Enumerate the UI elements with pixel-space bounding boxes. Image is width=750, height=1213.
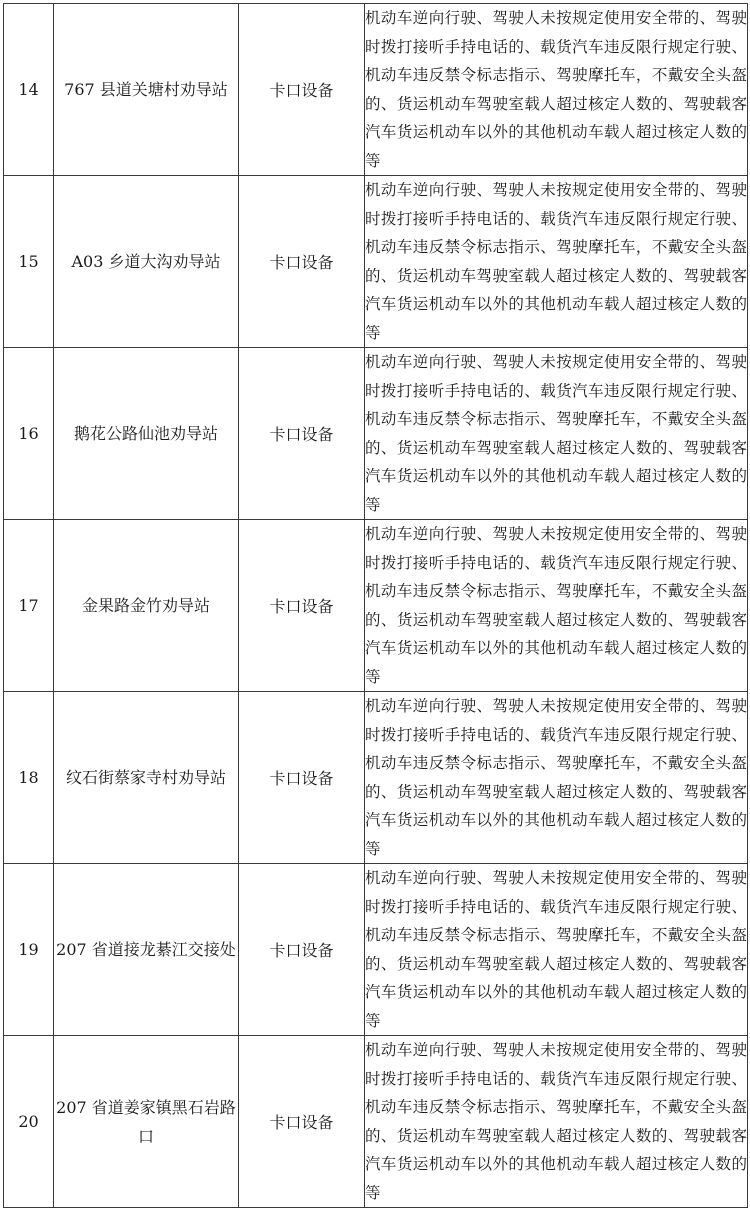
row-number-cell: 14 [4,4,54,176]
location-cell: 207 省道接龙綦江交接处 [54,864,239,1036]
row-number-cell: 15 [4,176,54,348]
row-number-cell: 19 [4,864,54,1036]
table-row [4,176,748,348]
table-row [4,864,748,1036]
device-type-cell: 卡口设备 [239,348,365,520]
table-row [4,1036,748,1208]
device-type-cell: 卡口设备 [239,4,365,176]
table-body [4,4,748,1208]
table-row [4,692,748,864]
violations-cell: 机动车逆向行驶、驾驶人未按规定使用安全带的、驾驶时拨打接听手持电话的、载货汽车违反限行规定行驶、机动车违反禁令标志指示、驾驶摩托车，不戴安全头盔的、货运机动车驾驶室载人超过核定人数的、驾驶载客汽车货运机动车以外的其他机动车载人超过核定人数的等 [365,348,748,520]
location-cell: 767 县道关塘村劝导站 [54,4,239,176]
row-number-cell: 17 [4,520,54,692]
violations-cell: 机动车逆向行驶、驾驶人未按规定使用安全带的、驾驶时拨打接听手持电话的、载货汽车违反限行规定行驶、机动车违反禁令标志指示、驾驶摩托车，不戴安全头盔的、货运机动车驾驶室载人超过核定人数的、驾驶载客汽车货运机动车以外的其他机动车载人超过核定人数的等 [365,520,748,692]
location-cell: 207 省道姜家镇黑石岩路口 [54,1036,239,1208]
violations-cell: 机动车逆向行驶、驾驶人未按规定使用安全带的、驾驶时拨打接听手持电话的、载货汽车违反限行规定行驶、机动车违反禁令标志指示、驾驶摩托车，不戴安全头盔的、货运机动车驾驶室载人超过核定人数的、驾驶载客汽车货运机动车以外的其他机动车载人超过核定人数的等 [365,864,748,1036]
device-type-cell: 卡口设备 [239,520,365,692]
table-row [4,4,748,176]
location-cell: A03 乡道大沟劝导站 [54,176,239,348]
location-cell: 鹅花公路仙池劝导站 [54,348,239,520]
row-number-cell: 18 [4,692,54,864]
table-row [4,520,748,692]
violations-cell: 机动车逆向行驶、驾驶人未按规定使用安全带的、驾驶时拨打接听手持电话的、载货汽车违反限行规定行驶、机动车违反禁令标志指示、驾驶摩托车，不戴安全头盔的、货运机动车驾驶室载人超过核定人数的、驾驶载客汽车货运机动车以外的其他机动车载人超过核定人数的等 [365,692,748,864]
device-type-cell: 卡口设备 [239,692,365,864]
location-cell: 金果路金竹劝导站 [54,520,239,692]
device-type-cell: 卡口设备 [239,864,365,1036]
violations-cell: 机动车逆向行驶、驾驶人未按规定使用安全带的、驾驶时拨打接听手持电话的、载货汽车违反限行规定行驶、机动车违反禁令标志指示、驾驶摩托车，不戴安全头盔的、货运机动车驾驶室载人超过核定人数的、驾驶载客汽车货运机动车以外的其他机动车载人超过核定人数的等 [365,4,748,176]
location-cell: 纹石街蔡家寺村劝导站 [54,692,239,864]
device-type-cell: 卡口设备 [239,1036,365,1208]
enforcement-points-table [3,3,748,1208]
row-number-cell: 16 [4,348,54,520]
violations-cell: 机动车逆向行驶、驾驶人未按规定使用安全带的、驾驶时拨打接听手持电话的、载货汽车违反限行规定行驶、机动车违反禁令标志指示、驾驶摩托车，不戴安全头盔的、货运机动车驾驶室载人超过核定人数的、驾驶载客汽车货运机动车以外的其他机动车载人超过核定人数的等 [365,1036,748,1208]
row-number-cell: 20 [4,1036,54,1208]
device-type-cell: 卡口设备 [239,176,365,348]
violations-cell: 机动车逆向行驶、驾驶人未按规定使用安全带的、驾驶时拨打接听手持电话的、载货汽车违反限行规定行驶、机动车违反禁令标志指示、驾驶摩托车，不戴安全头盔的、货运机动车驾驶室载人超过核定人数的、驾驶载客汽车货运机动车以外的其他机动车载人超过核定人数的等 [365,176,748,348]
table-row [4,348,748,520]
